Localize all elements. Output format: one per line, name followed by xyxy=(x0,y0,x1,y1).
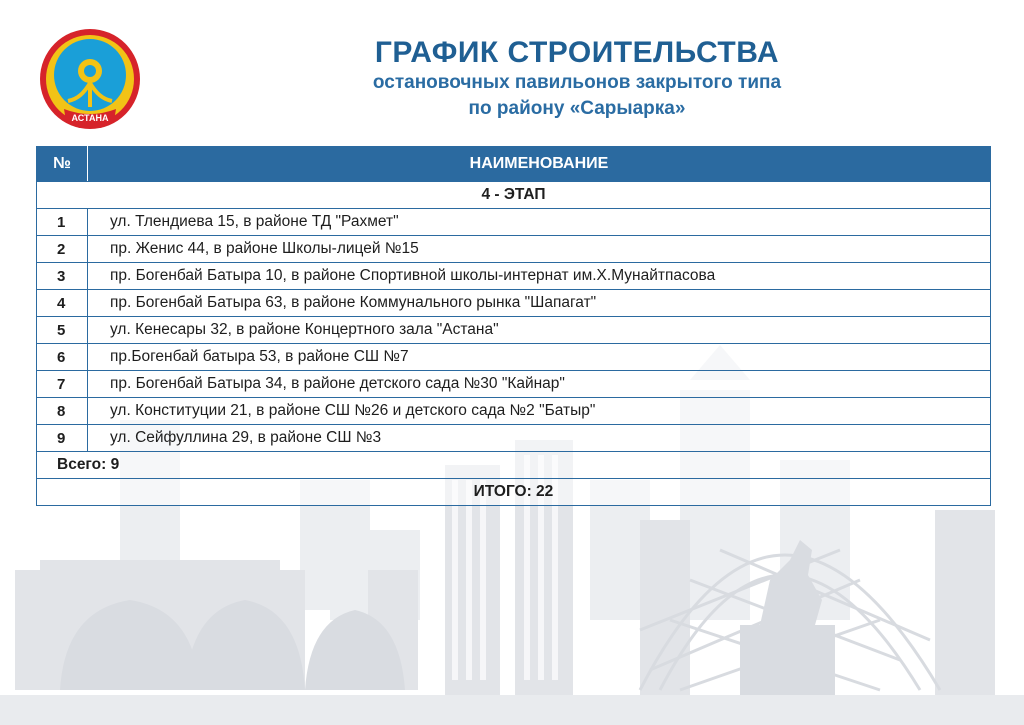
row-number: 7 xyxy=(37,371,88,398)
total-row xyxy=(37,452,991,479)
table-row xyxy=(37,371,991,398)
column-header-name: НАИМЕНОВАНИЕ xyxy=(88,147,991,182)
row-number: 3 xyxy=(37,263,88,290)
row-number: 2 xyxy=(37,236,88,263)
row-name: пр. Женис 44, в районе Школы-лицей №15 xyxy=(88,236,991,263)
column-header-number: № xyxy=(37,147,88,182)
table-row xyxy=(37,209,991,236)
grand-total-label: ИТОГО: 22 xyxy=(37,479,991,506)
row-name: пр. Богенбай Батыра 10, в районе Спортивной школы-интернат им.Х.Мунайтпасова xyxy=(88,263,991,290)
page-title: ГРАФИК СТРОИТЕЛЬСТВА xyxy=(374,36,780,69)
row-number: 9 xyxy=(37,425,88,452)
total-label: Всего: 9 xyxy=(37,452,991,479)
row-name: пр. Богенбай Батыра 34, в районе детского сада №30 "Кайнар" xyxy=(88,371,991,398)
table-row xyxy=(37,344,991,371)
row-name: ул. Сейфуллина 29, в районе СШ №3 xyxy=(88,425,991,452)
page-header xyxy=(150,36,1004,122)
row-name: ул. Тлендиева 15, в районе ТД "Рахмет" xyxy=(88,209,991,236)
table-row xyxy=(37,398,991,425)
table-row xyxy=(37,263,991,290)
row-number: 1 xyxy=(37,209,88,236)
row-number: 6 xyxy=(37,344,88,371)
table-header-row xyxy=(37,147,991,182)
page-subtitle-line1: остановочных павильонов закрытого типа xyxy=(372,72,782,93)
table-row xyxy=(37,290,991,317)
table-row xyxy=(37,425,991,452)
stage-label: 4 - ЭТАП xyxy=(37,182,991,209)
grand-total-row xyxy=(37,479,991,506)
row-name: пр. Богенбай Батыра 63, в районе Коммунального рынка "Шапагат" xyxy=(88,290,991,317)
page-subtitle-line2: по району «Сарыарка» xyxy=(468,98,686,119)
logo-text: АСТАНА xyxy=(71,113,109,123)
table-row xyxy=(37,236,991,263)
astana-emblem-logo xyxy=(38,27,142,131)
row-name: ул. Кенесары 32, в районе Концертного зала "Астана" xyxy=(88,317,991,344)
schedule-table xyxy=(36,146,991,506)
row-number: 5 xyxy=(37,317,88,344)
row-name: пр.Богенбай батыра 53, в районе СШ №7 xyxy=(88,344,991,371)
table-row xyxy=(37,317,991,344)
row-number: 8 xyxy=(37,398,88,425)
row-number: 4 xyxy=(37,290,88,317)
stage-row xyxy=(37,182,991,209)
row-name: ул. Конституции 21, в районе СШ №26 и детского сада №2 "Батыр" xyxy=(88,398,991,425)
